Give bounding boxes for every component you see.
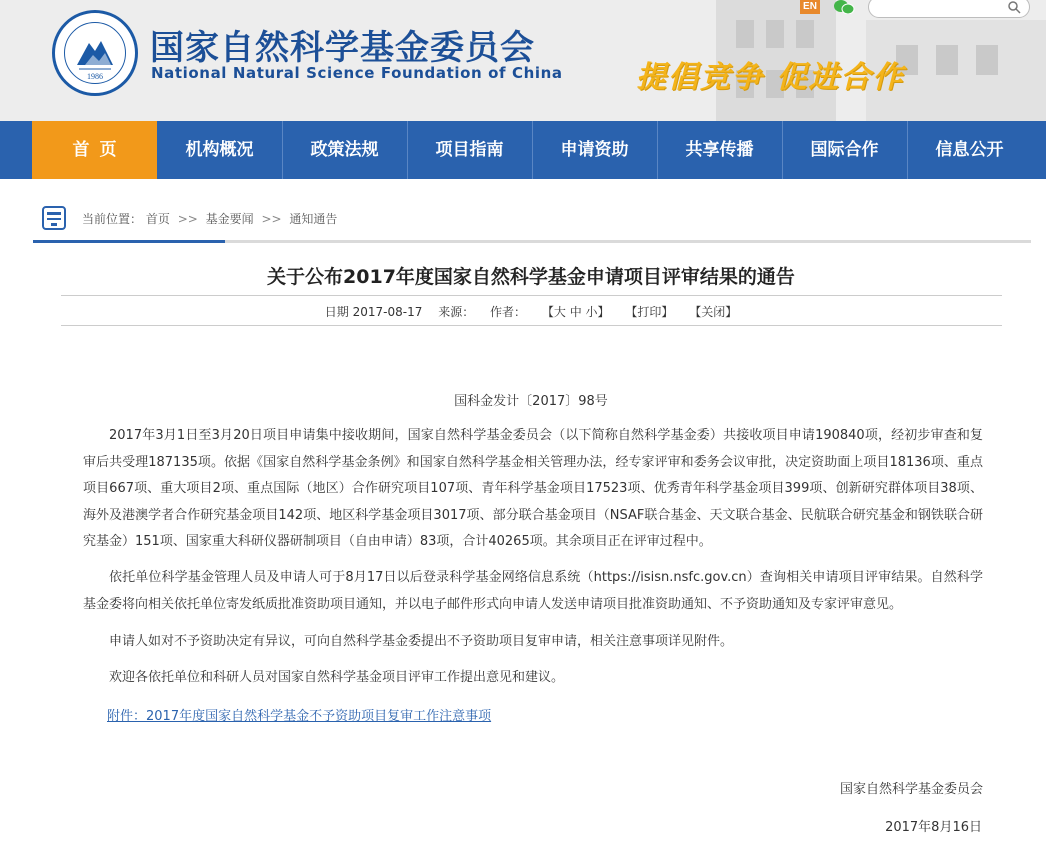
english-language-link[interactable]: EN — [800, 0, 820, 14]
main-nav — [0, 121, 1046, 179]
document-number: 国科金发计〔2017〕98号 — [454, 394, 608, 409]
search-input[interactable] — [868, 0, 1030, 18]
nav-share[interactable]: 共享传播 — [685, 140, 754, 160]
article-paragraph: 申请人如对不予资助决定有异议，可向自然科学基金委提出不予资助项目复审申请，相关注意事项详见附件。 — [109, 634, 734, 649]
document-icon — [40, 206, 68, 232]
slogan: 提倡竞争 促进合作 — [636, 60, 905, 95]
nav-about[interactable]: 机构概况 — [185, 140, 254, 160]
article-meta — [0, 303, 1046, 320]
nav-apply[interactable]: 申请资助 — [560, 140, 629, 160]
print-button[interactable]: 【打印】 — [625, 305, 674, 319]
logo-seal-year: 1986 — [87, 72, 103, 81]
breadcrumb — [82, 210, 337, 227]
signature-date: 2017年8月16日 — [885, 820, 982, 835]
article-paragraph: 依托单位科学基金管理人员及申请人可于8月17日以后登录科学基金网络信息系统（https://isisn.nsfc.gov.cn）查询相关申请项目评审结果。自然科学基金委将向相关依托单位寄发纸质批准资助项目通知，并以电子邮件形式向申请人发送申请项目批准资助通知、不予资助通知及专家评审意见。 — [83, 570, 983, 612]
site-header — [0, 0, 1046, 121]
nav-divider — [782, 121, 783, 179]
attachment-link[interactable]: 附件：2017年度国家自然科学基金不予资助项目复审工作注意事项 — [107, 709, 492, 724]
nav-divider — [657, 121, 658, 179]
nav-guide[interactable]: 项目指南 — [435, 140, 504, 160]
nav-divider — [907, 121, 908, 179]
site-title-english: National Natural Science Foundation of China — [151, 64, 563, 82]
nav-international[interactable]: 国际合作 — [810, 140, 879, 160]
nav-policy[interactable]: 政策法规 — [310, 140, 379, 160]
site-title: 国家自然科学基金委员会 — [150, 28, 535, 68]
article-author: 作者： — [490, 305, 527, 319]
search-icon[interactable] — [1007, 0, 1021, 14]
nav-divider — [407, 121, 408, 179]
breadcrumb-separator: >> — [177, 212, 198, 226]
meta-divider-bottom — [61, 325, 1002, 326]
meta-divider-top — [61, 295, 1002, 296]
signature-organization: 国家自然科学基金委员会 — [839, 782, 983, 797]
article-date: 日期 2017-08-17 — [324, 305, 423, 319]
breadcrumb-news[interactable]: 基金要闻 — [205, 212, 254, 226]
breadcrumb-separator: >> — [261, 212, 282, 226]
nsfc-logo[interactable] — [52, 10, 138, 96]
breadcrumb-home[interactable]: 首页 — [145, 212, 170, 226]
wechat-icon[interactable] — [833, 0, 855, 14]
nav-divider — [282, 121, 283, 179]
nav-home[interactable]: 首页 — [32, 121, 157, 179]
article-source: 来源： — [438, 305, 475, 319]
nav-divider — [532, 121, 533, 179]
close-button[interactable]: 【关闭】 — [689, 305, 738, 319]
breadcrumb-divider-accent — [33, 240, 225, 243]
article-paragraph: 欢迎各依托单位和科研人员对国家自然科学基金项目评审工作提出意见和建议。 — [109, 670, 565, 685]
breadcrumb-notices[interactable]: 通知通告 — [289, 212, 338, 226]
nav-disclosure[interactable]: 信息公开 — [935, 140, 1004, 160]
breadcrumb-prefix: 当前位置： — [82, 212, 143, 226]
font-size-control[interactable]: 【大 中 小】 — [541, 305, 610, 319]
article-title: 关于公布2017年度国家自然科学基金申请项目评审结果的通告 — [267, 266, 795, 288]
article-paragraph: 2017年3月1日至3月20日项目申请集中接收期间，国家自然科学基金委员会（以下简称自然科学基金委）共接收项目申请190840项，经初步审查和复审后共受理187135项。依据《国家自然科学基金条例》和国家自然科学基金相关管理办法，经专家评审和委务会议审批，决定资助面上项目18136项、重点项目667项、重大项目2项、重点国际（地区）合作研究项目107项、青年科学基金项目17523项、优秀青年科学基金项目399项、创新研究群体项目38项、海外及港澳学者合作研究基金项目142项、地区科学基金项目3017项、部分联合基金项目（NSAF联合基金、天文联合基金、民航联合研究基金和钢铁联合研究基金）151项、国家重大科研仪器研制项目（自由申请）83项，合计40265项。其余项目正在评审过程中。 — [83, 428, 983, 549]
